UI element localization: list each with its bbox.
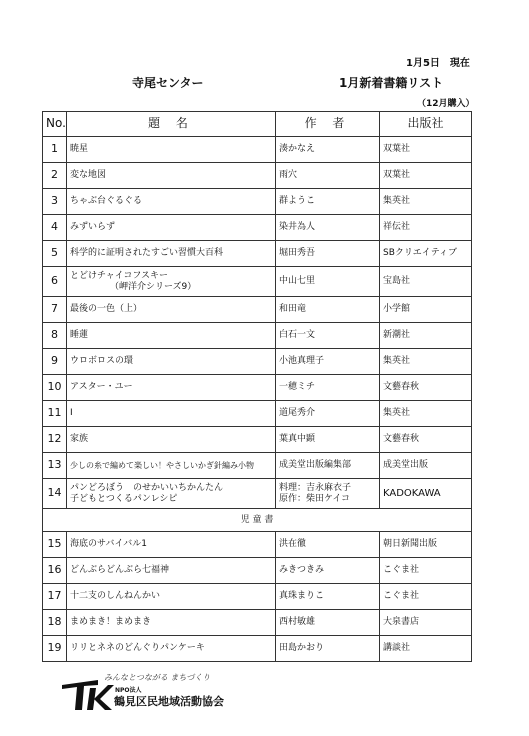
row-publisher: 祥伝社 (380, 215, 472, 241)
row-title (67, 267, 276, 297)
row-title: ちゃぶ台ぐるぐる (67, 189, 276, 215)
table-row (43, 267, 472, 297)
row-publisher: 双葉社 (380, 163, 472, 189)
row-title: 変な地図 (67, 163, 276, 189)
row-no: 11 (43, 401, 67, 427)
row-publisher: 新潮社 (380, 323, 472, 349)
row-publisher: 集英社 (380, 189, 472, 215)
footer-npo: NPO法人 (115, 687, 142, 694)
row-title: 睡蓮 (67, 323, 276, 349)
table-row (43, 137, 472, 163)
row-publisher: 集英社 (380, 349, 472, 375)
row-no: 7 (43, 297, 67, 323)
row-author: 成美堂出版編集部 (276, 453, 380, 479)
row-author: 洪在徹 (276, 532, 380, 558)
table-row (43, 427, 472, 453)
row-publisher: 文藝春秋 (380, 375, 472, 401)
table-row (43, 241, 472, 267)
footer-association-name: 鶴見区民地域活動協会 (114, 695, 224, 708)
table-row (43, 610, 472, 636)
table-row (43, 532, 472, 558)
footer-tagline: みんなとつながる まちづくり (104, 673, 211, 682)
row-publisher: 朝日新聞出版 (380, 532, 472, 558)
table-row (43, 453, 472, 479)
row-publisher: 宝島社 (380, 267, 472, 297)
table-row (43, 584, 472, 610)
row-publisher: 講談社 (380, 636, 472, 662)
row-no: 16 (43, 558, 67, 584)
row-publisher: こぐま社 (380, 558, 472, 584)
row-title: 家族 (67, 427, 276, 453)
col-header-title: 題 名 (67, 112, 276, 137)
row-publisher: 大泉書店 (380, 610, 472, 636)
row-author: 小池真理子 (276, 349, 380, 375)
row-title: アスター・ユー (67, 375, 276, 401)
row-author: 葉真中顕 (276, 427, 380, 453)
row-no: 4 (43, 215, 67, 241)
row-no: 3 (43, 189, 67, 215)
row-author: 和田竜 (276, 297, 380, 323)
row-author: 群ようこ (276, 189, 380, 215)
row-title: ウロボロスの環 (67, 349, 276, 375)
table-row (43, 349, 472, 375)
col-header-publisher: 出版社 (380, 112, 472, 137)
row-no: 6 (43, 267, 67, 297)
row-author: 真珠まりこ (276, 584, 380, 610)
row-no: 1 (43, 137, 67, 163)
row-author: 湊かなえ (276, 137, 380, 163)
row-author: 白石一文 (276, 323, 380, 349)
row-no: 18 (43, 610, 67, 636)
table-header-row (43, 112, 472, 137)
row-title: まめまき！まめまき (67, 610, 276, 636)
row-author: 堀田秀吾 (276, 241, 380, 267)
row-title: どんぶらどんぶら七福神 (67, 558, 276, 584)
row-no: 19 (43, 636, 67, 662)
row-author (276, 479, 380, 509)
table-row (43, 375, 472, 401)
row-no: 15 (43, 532, 67, 558)
row-author-line2: 原作：柴田ケイコ (279, 493, 351, 504)
row-author-line1: 料理：吉永麻衣子 (279, 483, 352, 494)
row-title-line1: とどけチャイコフスキー (70, 271, 169, 282)
row-author: 雨穴 (276, 163, 380, 189)
row-publisher: 成美堂出版 (380, 453, 472, 479)
col-header-no: No. (43, 112, 67, 137)
list-title: 1月新着書籍リスト (339, 76, 444, 90)
row-author: 道尾秀介 (276, 401, 380, 427)
row-title: I (67, 401, 276, 427)
row-no: 10 (43, 375, 67, 401)
row-publisher: SBクリエイティブ (380, 241, 472, 267)
row-publisher: 文藝春秋 (380, 427, 472, 453)
table-row (43, 479, 472, 509)
row-no: 5 (43, 241, 67, 267)
section-row-children (43, 509, 472, 532)
row-no: 8 (43, 323, 67, 349)
row-no: 17 (43, 584, 67, 610)
table-row (43, 215, 472, 241)
row-author: みきつきみ (276, 558, 380, 584)
row-no: 13 (43, 453, 67, 479)
row-title (67, 479, 276, 509)
row-no: 9 (43, 349, 67, 375)
row-title: 最後の一色（上） (67, 297, 276, 323)
center-name: 寺尾センター (132, 76, 204, 90)
row-publisher: こぐま社 (380, 584, 472, 610)
row-title-line2: （岬洋介シリーズ9） (110, 281, 197, 292)
section-label: 児 童 書 (43, 509, 472, 532)
purchase-note: （12月購入） (417, 99, 475, 109)
row-author: 染井為人 (276, 215, 380, 241)
date-label: 1月5日 現在 (406, 58, 470, 69)
row-no: 12 (43, 427, 67, 453)
row-title: リリとネネのどんぐりパンケーキ (67, 636, 276, 662)
row-publisher: 双葉社 (380, 137, 472, 163)
table-row (43, 401, 472, 427)
table-row (43, 189, 472, 215)
row-author: 田島かおり (276, 636, 380, 662)
row-title: みずいらず (67, 215, 276, 241)
row-title: 少しの糸で編めて楽しい！やさしいかぎ針編み小物 (67, 453, 276, 479)
col-header-author: 作 者 (276, 112, 380, 137)
row-title: 十二支のしんねんかい (67, 584, 276, 610)
row-title: 科学的に証明されたすごい習慣大百科 (67, 241, 276, 267)
table-row (43, 297, 472, 323)
table-row (43, 323, 472, 349)
row-title-line2: 子どもとつくるパンレシピ (70, 493, 178, 504)
row-title: 暁星 (67, 137, 276, 163)
table-row (43, 163, 472, 189)
row-author: 中山七里 (276, 267, 380, 297)
row-no: 2 (43, 163, 67, 189)
row-author: 一穂ミチ (276, 375, 380, 401)
row-publisher: KADOKAWA (380, 479, 472, 509)
row-publisher: 小学館 (380, 297, 472, 323)
table-row (43, 636, 472, 662)
table-row (43, 558, 472, 584)
row-title: 海底のサバイバル1 (67, 532, 276, 558)
row-author: 西村敏雄 (276, 610, 380, 636)
book-list-table (42, 111, 472, 662)
row-publisher: 集英社 (380, 401, 472, 427)
row-title-line1: パンどろぼう のせかいいちかんたん (70, 483, 224, 494)
row-no: 14 (43, 479, 67, 509)
